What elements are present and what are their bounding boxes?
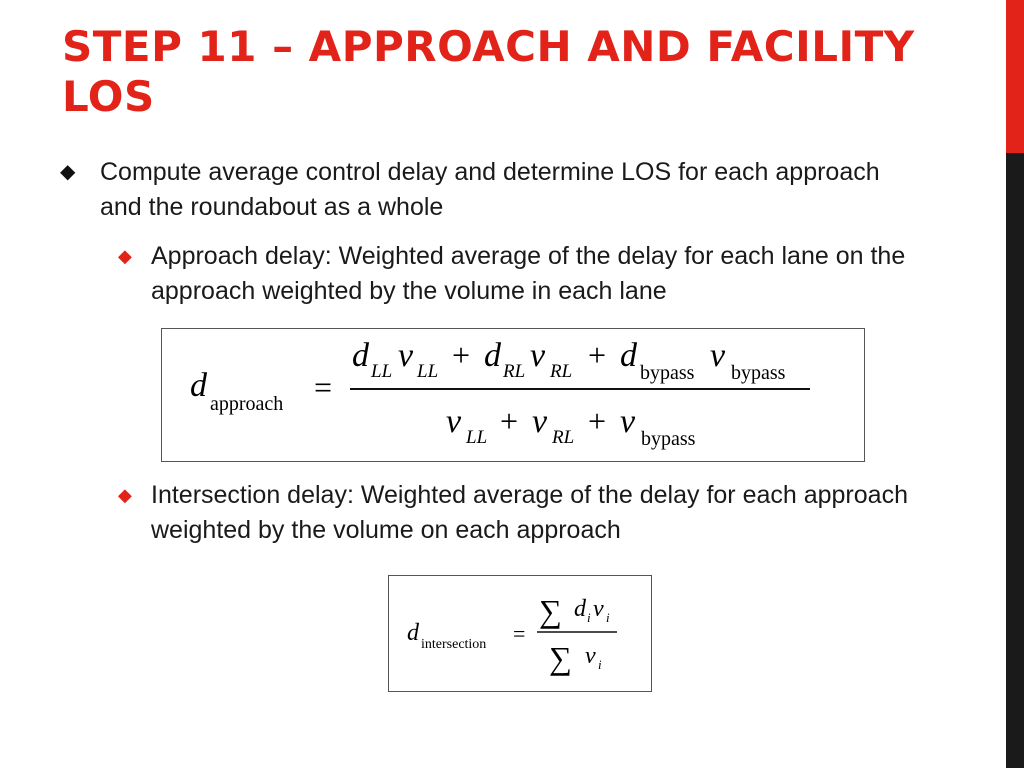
den-v-bypass-sub: bypass [641, 428, 696, 450]
num-v-ll-sub: LL [417, 361, 439, 382]
num-v-bypass-sub: bypass [731, 362, 786, 384]
slide-title: STEP 11 – APPROACH AND FACILITY LOS [62, 22, 915, 121]
formula-lhs-sub: approach [210, 393, 284, 415]
bullet-intersection-delay [118, 478, 911, 548]
den-v-bypass: v [620, 403, 636, 440]
accent-bar-dark [1006, 153, 1024, 768]
bullet-approach-delay [118, 239, 911, 309]
bullet-text: Compute average control delay and determine LOS for each approach and the roundabout as a whole [100, 158, 880, 221]
formula-lhs-sub: intersection [421, 637, 487, 652]
num-v-rl-sub: RL [550, 361, 573, 382]
approach-delay-formula [161, 328, 865, 462]
num-d-bypass: d [620, 337, 637, 374]
num-d-ll-sub: LL [371, 361, 393, 382]
den-v-rl: v [532, 403, 548, 440]
formula-equals: = [513, 621, 526, 646]
formula-lhs-var: d [407, 620, 419, 646]
sum-symbol: ∑ [549, 640, 572, 676]
num-d-bypass-sub: bypass [640, 362, 695, 384]
plus-sign: + [500, 403, 519, 439]
plus-sign: + [588, 403, 607, 439]
num-v-bypass: v [710, 337, 726, 374]
den-v-ll-sub: LL [466, 427, 488, 448]
plus-sign: + [588, 337, 607, 373]
den-v-sub: i [598, 657, 602, 672]
den-v: v [585, 643, 596, 669]
num-d-rl: d [484, 337, 501, 374]
plus-sign: + [452, 337, 471, 373]
formula-lhs-var: d [190, 367, 207, 404]
bullet-text: Intersection delay: Weighted average of the delay for each approach weighted by the volume on each approach [151, 481, 908, 544]
formula-equals: = [314, 369, 333, 405]
accent-bar-red [1006, 0, 1024, 153]
num-v: v [593, 596, 604, 622]
sum-symbol: ∑ [539, 593, 562, 629]
num-v-sub: i [606, 610, 610, 625]
diamond-icon: ◆ [60, 161, 76, 183]
bullet-text: Approach delay: Weighted average of the delay for each lane on the approach weighted by the volume in each lane [151, 242, 906, 305]
num-v-ll: v [398, 337, 414, 374]
den-v-rl-sub: RL [552, 427, 575, 448]
den-v-ll: v [446, 403, 462, 440]
num-d-sub: i [587, 610, 591, 625]
bullet-compute-delay [60, 155, 900, 225]
red-diamond-icon: ◆ [118, 246, 132, 266]
num-d-rl-sub: RL [503, 361, 526, 382]
intersection-delay-formula [388, 575, 652, 692]
num-d: d [574, 596, 586, 622]
red-diamond-icon: ◆ [118, 485, 132, 505]
num-v-rl: v [530, 337, 546, 374]
num-d-ll: d [352, 337, 369, 374]
